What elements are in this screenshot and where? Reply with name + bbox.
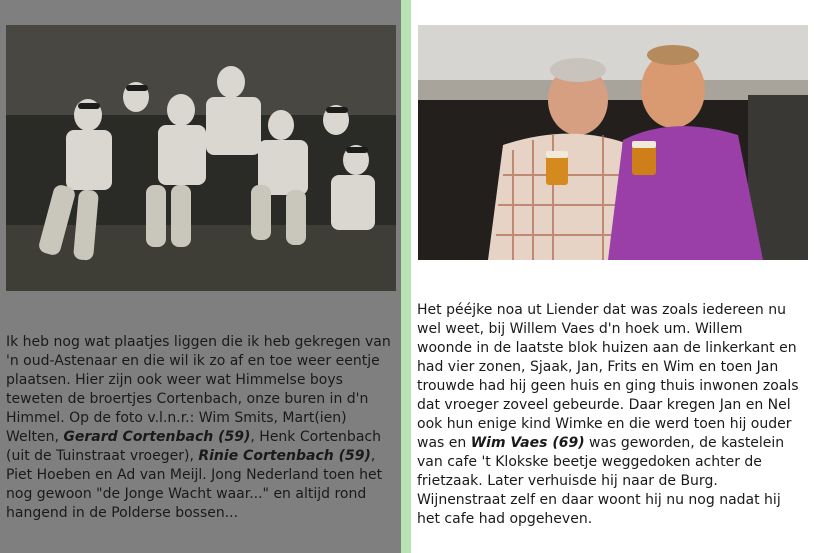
text-fragment: ,: [370, 448, 376, 464]
text-line: Piet Hoeben en Ad van Meijl. Jong Nederland toen het: [6, 467, 383, 483]
text-line: had vier zonen, Sjaak, Jan, Frits en Wim en toen Jan: [417, 359, 779, 375]
scouts-group-illustration: [6, 25, 396, 291]
right-panel: [411, 0, 814, 553]
text-line: [6, 447, 398, 466]
highlighted-name: Wim Vaes (69): [470, 435, 585, 451]
scouts-group-photo: [6, 25, 396, 291]
text-line: 'n oud-Astenaar en die wil ik zo af en toe weer eentje: [6, 353, 380, 369]
text-fragment: , Henk Cortenbach: [250, 429, 381, 445]
text-line: hangend in de Polderse bossen...: [6, 505, 239, 521]
text-fragment: Welten,: [6, 429, 64, 445]
text-fragment: was geworden, de kastelein: [584, 435, 785, 451]
text-line: [417, 434, 809, 453]
text-fragment: (uit de Tuinstraat vroeger),: [6, 448, 199, 464]
right-article-text: [417, 301, 809, 529]
text-fragment: was en: [417, 435, 471, 451]
text-line: het cafe had opgeheven.: [417, 511, 593, 527]
text-line: Ik heb nog wat plaatjes liggen die ik heb gekregen van: [6, 334, 391, 350]
text-line: teweten de broertjes Cortenbach, onze buren in d'n: [6, 391, 369, 407]
text-line: van cafe 't Klokske beetje weggedoken achter de: [417, 454, 762, 470]
left-panel: [0, 0, 401, 553]
text-line: woonde in de laatste blok huizen aan de linkerkant en: [417, 340, 797, 356]
text-line: trouwde had hij geen huis en ging thuis inwonen zoals: [417, 378, 799, 394]
text-line: plaatsen. Hier zijn ook weer wat Himmelse boys: [6, 372, 343, 388]
text-line: ook hun enige kind Wimke en die werd toen hij ouder: [417, 416, 792, 432]
text-line: Het pééjke noa ut Liender dat was zoals iedereen nu: [417, 302, 786, 318]
text-line: dat vroeger zoveel gebeurde. Daar kregen Jan en Nel: [417, 397, 791, 413]
two-men-photo: [418, 25, 808, 260]
left-article-text: [6, 333, 398, 523]
text-line: Himmel. Op de foto v.l.n.r.: Wim Smits, Mart(ien): [6, 410, 347, 426]
highlighted-name: Rinie Cortenbach (59): [198, 448, 371, 464]
column-divider: [401, 0, 411, 553]
text-line: Wijnenstraat zelf en daar woont hij nu nog nadat hij: [417, 492, 781, 508]
text-line: frietzaak. Later verhuisde hij naar de Burg.: [417, 473, 718, 489]
highlighted-name: Gerard Cortenbach (59): [63, 429, 251, 445]
text-line: nog gewoon "de Jonge Wacht waar..." en altijd rond: [6, 486, 367, 502]
text-line: [6, 428, 398, 447]
text-line: wel weet, bij Willem Vaes d'n hoek um. Willem: [417, 321, 743, 337]
two-men-illustration: [418, 25, 808, 260]
